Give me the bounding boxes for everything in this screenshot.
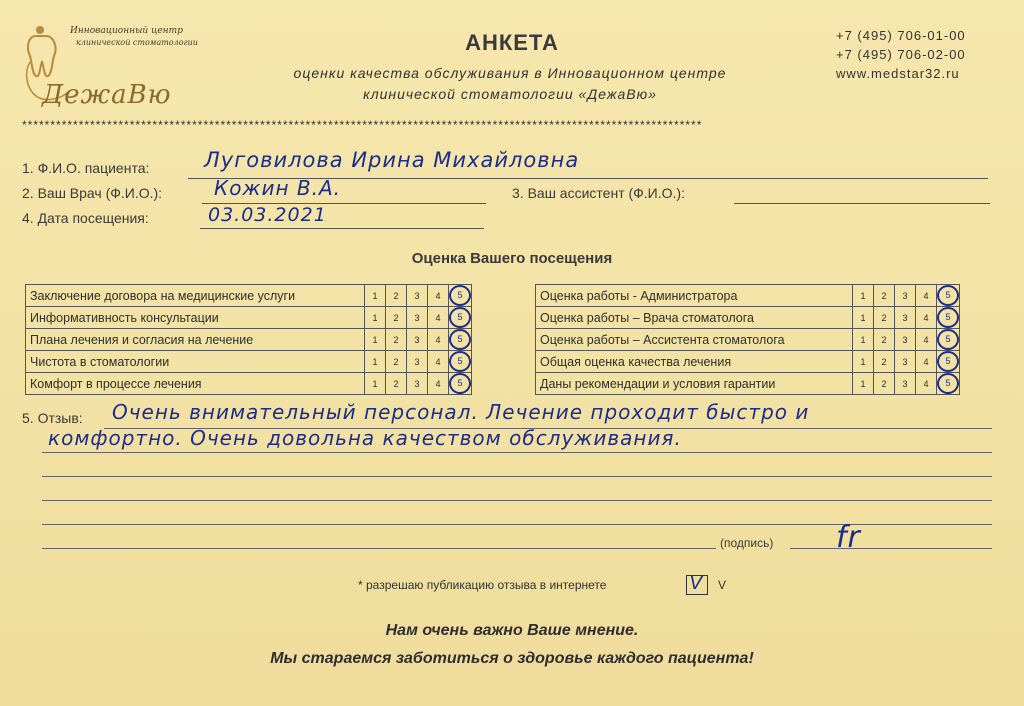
phone-2: +7 (495) 706-02-00 [836,47,966,62]
score-number: 4 [435,334,441,345]
rating-option-1[interactable] [365,373,386,395]
signature: fr [836,520,861,555]
rating-option-4[interactable] [428,351,449,373]
rating-option-2[interactable] [874,285,895,307]
score-number: 4 [923,378,929,389]
rating-option-3[interactable] [407,351,428,373]
rating-row [536,373,960,395]
visit-date-value: 03.03.2021 [208,204,327,226]
rating-option-3[interactable] [895,329,916,351]
score-number: 4 [923,312,929,323]
score-number: 1 [860,312,866,323]
score-number: 1 [372,356,378,367]
rating-option-4[interactable] [916,285,937,307]
rating-option-5[interactable] [937,351,960,373]
score-number: 3 [414,334,420,345]
assistant-label: 3. Ваш ассистент (Ф.И.О.): [512,185,685,201]
score-number: 2 [393,334,399,345]
rating-row [536,351,960,373]
separator-stars: ************************************************************************************************************************ [22,118,703,132]
rating-criterion-label: Чистота в стоматологии [26,351,365,373]
score-number: 3 [902,290,908,301]
score-number: 4 [923,356,929,367]
review-line-6 [42,548,716,549]
rating-option-3[interactable] [895,351,916,373]
review-text-line-1: Очень внимательный персонал. Лечение проходит быстро и [112,400,810,424]
rating-option-4[interactable] [916,329,937,351]
visit-date-line [200,228,484,229]
score-number: 2 [881,312,887,323]
score-number: 1 [372,312,378,323]
rating-criterion-label: Заключение договора на медицинские услуги [26,285,365,307]
selected-score: 5 [937,329,959,350]
rating-option-4[interactable] [428,307,449,329]
rating-row [26,285,472,307]
patient-name-value: Луговилова Ирина Михайловна [204,148,580,172]
rating-criterion-label: Комфорт в процессе лечения [26,373,365,395]
rating-criterion-label: Оценка работы - Администратора [536,285,853,307]
contacts-block [836,26,966,83]
rating-option-4[interactable] [428,373,449,395]
score-number: 1 [372,334,378,345]
signature-label: (подпись) [720,536,774,550]
rating-option-3[interactable] [407,373,428,395]
score-number: 4 [435,378,441,389]
rating-option-2[interactable] [874,373,895,395]
rating-option-5[interactable] [449,285,472,307]
rating-option-3[interactable] [407,285,428,307]
rating-row [536,307,960,329]
review-label: 5. Отзыв: [22,410,83,426]
rating-option-3[interactable] [407,307,428,329]
rating-option-5[interactable] [937,329,960,351]
rating-criterion-label: Оценка работы – Врача стоматолога [536,307,853,329]
selected-score: 5 [449,285,471,306]
score-number: 4 [435,290,441,301]
rating-criterion-label: Оценка работы – Ассистента стоматолога [536,329,853,351]
rating-option-2[interactable] [874,329,895,351]
score-number: 1 [372,290,378,301]
rating-option-5[interactable] [937,373,960,395]
score-number: 1 [860,290,866,301]
score-number: 1 [372,378,378,389]
assistant-line [734,203,990,204]
selected-score: 5 [937,307,959,328]
rating-option-1[interactable] [365,307,386,329]
score-number: 3 [902,312,908,323]
rating-option-5[interactable] [449,351,472,373]
rating-row [536,329,960,351]
signature-line [790,548,992,549]
selected-score: 5 [449,329,471,350]
rating-option-1[interactable] [853,329,874,351]
score-number: 2 [881,290,887,301]
rating-option-1[interactable] [853,285,874,307]
rating-option-4[interactable] [428,285,449,307]
selected-score: 5 [449,373,471,394]
rating-option-3[interactable] [895,373,916,395]
form-subtitle [220,63,800,105]
rating-criterion-label: Общая оценка качества лечения [536,351,853,373]
rating-table-right [535,284,960,395]
logo-line-2: клинической стоматологии [76,38,198,47]
form-title: АНКЕТА [465,30,559,55]
score-number: 4 [923,334,929,345]
rating-option-2[interactable] [386,373,407,395]
footer-line-1: Нам очень важно Ваше мнение. [385,622,639,639]
rating-option-2[interactable] [874,351,895,373]
consent-text: * разрешаю публикацию отзыва в интернете [358,578,607,592]
website: www.medstar32.ru [836,66,960,81]
rating-option-5[interactable] [449,373,472,395]
rating-option-2[interactable] [386,307,407,329]
rating-option-4[interactable] [916,351,937,373]
consent-suffix: V [718,578,727,592]
rating-option-2[interactable] [386,285,407,307]
rating-criterion-label: Даны рекомендации и условия гарантии [536,373,853,395]
score-number: 3 [902,334,908,345]
review-text-line-2: комфортно. Очень довольна качеством обслуживания. [48,426,682,450]
subtitle-line-2: клинической стоматологии «ДежаВю» [363,86,657,102]
patient-name-label: 1. Ф.И.О. пациента: [22,160,150,176]
score-number: 2 [881,334,887,345]
rating-option-1[interactable] [853,351,874,373]
subtitle-line-1: оценки качества обслуживания в Инновационном центре [293,65,727,81]
score-number: 3 [902,378,908,389]
rating-row [26,329,472,351]
rating-option-4[interactable] [916,373,937,395]
review-line-4 [42,500,992,501]
selected-score: 5 [937,351,959,372]
rating-option-5[interactable] [937,307,960,329]
selected-score: 5 [937,285,959,306]
score-number: 2 [881,378,887,389]
rating-criterion-label: Информативность консультации [26,307,365,329]
rating-option-4[interactable] [916,307,937,329]
logo-brand: ДежаВю [42,80,172,110]
rating-section-title: Оценка Вашего посещения [411,250,613,267]
selected-score: 5 [449,351,471,372]
rating-option-1[interactable] [365,285,386,307]
phone-1: +7 (495) 706-01-00 [836,28,966,43]
review-line-2 [42,452,992,453]
rating-option-1[interactable] [365,351,386,373]
doctor-label: 2. Ваш Врач (Ф.И.О.): [22,185,163,201]
score-number: 1 [860,378,866,389]
score-number: 3 [414,290,420,301]
rating-option-2[interactable] [874,307,895,329]
score-number: 3 [414,312,420,323]
score-number: 1 [860,356,866,367]
score-number: 4 [923,290,929,301]
score-number: 2 [393,290,399,301]
rating-option-5[interactable] [449,329,472,351]
score-number: 3 [902,356,908,367]
rating-row [536,285,960,307]
rating-option-3[interactable] [895,285,916,307]
rating-option-3[interactable] [407,329,428,351]
score-number: 3 [414,356,420,367]
score-number: 2 [393,312,399,323]
rating-option-1[interactable] [853,373,874,395]
footer-line-2: Мы стараемся заботиться о здоровье каждого пациента! [270,650,754,667]
rating-option-1[interactable] [853,307,874,329]
consent-checkmark: V [689,572,703,594]
score-number: 1 [860,334,866,345]
rating-row [26,307,472,329]
logo-line-1: Инновационный центр [70,26,183,36]
rating-option-2[interactable] [386,351,407,373]
rating-criterion-label: Плана лечения и согласия на лечение [26,329,365,351]
score-number: 4 [435,356,441,367]
rating-option-4[interactable] [428,329,449,351]
visit-date-label: 4. Дата посещения: [22,210,149,226]
score-number: 4 [435,312,441,323]
rating-option-1[interactable] [365,329,386,351]
rating-row [26,373,472,395]
score-number: 3 [414,378,420,389]
selected-score: 5 [449,307,471,328]
rating-table-left [25,284,472,395]
selected-score: 5 [937,373,959,394]
rating-option-5[interactable] [937,285,960,307]
review-line-3 [42,476,992,477]
doctor-value: Кожин В.А. [214,176,342,200]
score-number: 2 [881,356,887,367]
rating-row [26,351,472,373]
rating-option-2[interactable] [386,329,407,351]
rating-option-3[interactable] [895,307,916,329]
score-number: 2 [393,356,399,367]
rating-option-5[interactable] [449,307,472,329]
score-number: 2 [393,378,399,389]
